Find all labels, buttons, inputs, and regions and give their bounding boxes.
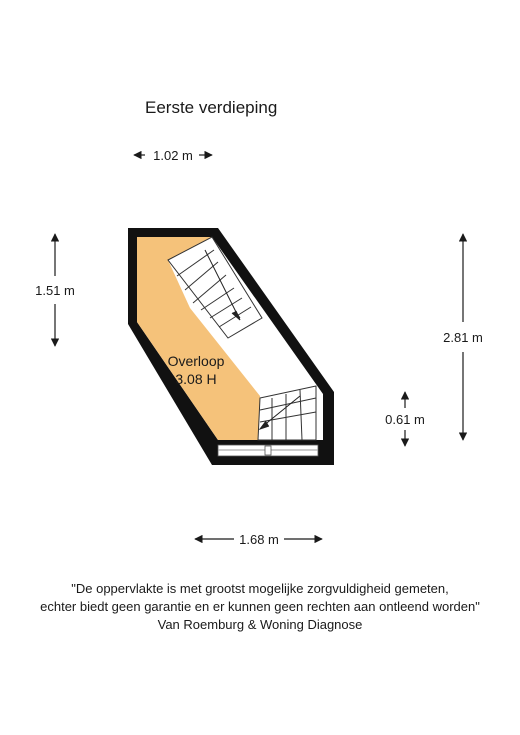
bottom-window [218, 445, 318, 456]
dim-top-width-label: 1.02 m [153, 148, 193, 163]
dim-bottom-width-label: 1.68 m [239, 532, 279, 547]
floor-title: Eerste verdieping [145, 98, 278, 117]
dim-left-height [35, 234, 75, 346]
disclaimer-line-1: "De oppervlakte is met grootst mogelijke zorgvuldigheid gemeten, [71, 581, 449, 596]
disclaimer-line-3: Van Roemburg & Woning Diagnose [157, 617, 363, 632]
room-height: 3.08 H [175, 371, 217, 387]
dim-top-width [134, 148, 212, 163]
dim-bottom-width [195, 532, 322, 547]
dim-right-height [443, 234, 483, 440]
dim-right-small-label: 0.61 m [385, 412, 425, 427]
dim-left-height-label: 1.51 m [35, 283, 75, 298]
dim-right-small [385, 392, 425, 446]
disclaimer-line-2: echter biedt geen garantie en er kunnen geen rechten aan ontleend worden" [40, 599, 480, 614]
disclaimer [0, 580, 520, 634]
room-name: Overloop [167, 353, 225, 369]
dim-right-height-label: 2.81 m [443, 330, 483, 345]
